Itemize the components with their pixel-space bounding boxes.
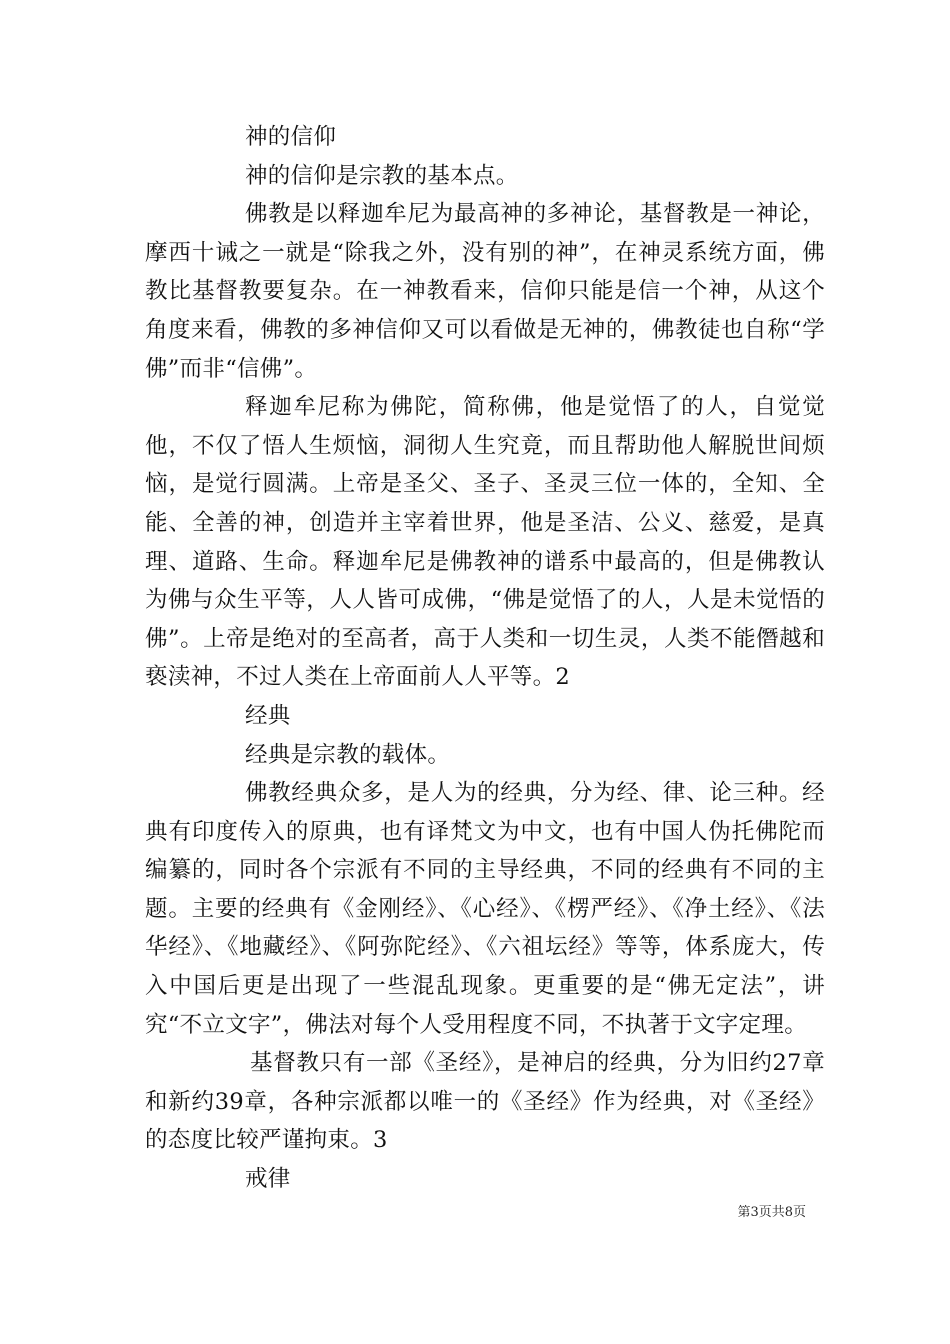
document-body [145, 118, 825, 1199]
paragraph-christian-bible: 基督教只有一部《圣经》，是神启的经典，分为旧约27章和新约39章，各种宗派都以唯一的《圣经》作为经典，对《圣经》的态度比较严谨拘束。3 [145, 1050, 825, 1154]
section-heading-scriptures: 经典 [245, 702, 291, 729]
paragraph-buddhist-scriptures: 佛教经典众多，是人为的经典，分为经、律、论三种。经典有印度传入的原典，也有译梵文为中文，也有中国人伪托佛陀而编纂的，同时各个宗派有不同的主导经典，不同的经典有不同的主题。主要的经典有《金刚经》、《心经》、《楞严经》、《净土经》、《法华经》、《地藏经》、《阿弥陀经》、《六祖坛经》等等，体系庞大，传入中国后更是出现了一些混乱现象。更重要的是“佛无定法”，讲究“不立文字”，佛法对每个人受用程度不同，不执著于文字定理。 [145, 780, 825, 1038]
paragraph-scriptures-intro: 经典是宗教的载体。 [245, 741, 451, 768]
paragraph-faith-intro: 神的信仰是宗教的基本点。 [245, 162, 519, 189]
paragraph-buddha-and-god: 释迦牟尼称为佛陀，简称佛，他是觉悟了的人，自觉觉他，不仅了悟人生烦恼，洞彻人生究竟，而且帮助他人解脱世间烦恼，是觉行圆满。上帝是圣父、圣子、圣灵三位一体的，全知、全能、全善的神，创造并主宰着世界，他是圣洁、公义、慈爱，是真理、道路、生命。释迦牟尼是佛教神的谱系中最高的，但是佛教认为佛与众生平等，人人皆可成佛，“佛是觉悟了的人，人是未觉悟的佛”。上帝是绝对的至高者，高于人类和一切生灵，人类不能僭越和亵渎神，不过人类在上帝面前人人平等。2 [145, 394, 825, 691]
paragraph-buddhism-polytheism: 佛教是以释迦牟尼为最高神的多神论，基督教是一神论，摩西十诫之一就是“除我之外，没有别的神”，在神灵系统方面，佛教比基督教要复杂。在一神教看来，信仰只能是信一个神，从这个角度来看，佛教的多神信仰又可以看做是无神的，佛教徒也自称“学佛”而非“信佛”。 [145, 201, 825, 382]
section-heading-faith: 神的信仰 [245, 124, 337, 150]
page-number: 第3页共8页 [737, 1205, 806, 1220]
section-heading-precepts: 戒律 [245, 1166, 291, 1193]
